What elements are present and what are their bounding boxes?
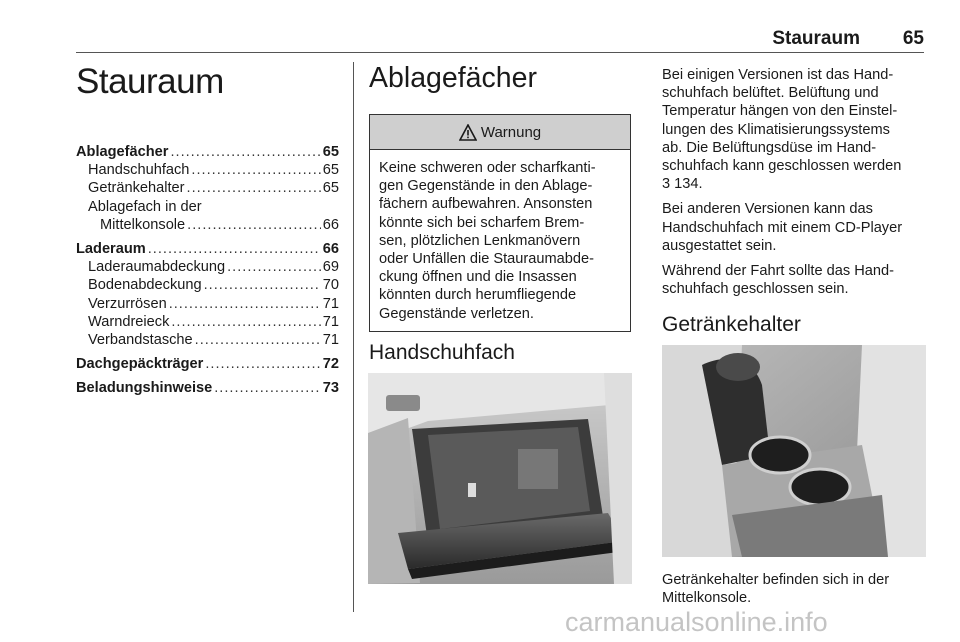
toc-leader-dots (205, 355, 320, 373)
body-text-line: schuhfach kann geschlossen werden (662, 158, 902, 175)
toc-entry[interactable] (76, 313, 339, 331)
toc-entry-page: 69 (322, 259, 339, 276)
toc-entry-page: 73 (322, 380, 339, 397)
toc-entry[interactable] (76, 295, 339, 313)
warning-text-line: könnte sich bei scharfem Brem- (379, 214, 585, 231)
warning-text-line: könnten durch herumfliegende (379, 287, 577, 304)
toc-entry-label: Verbandstasche (88, 332, 193, 349)
toc-entry-label: Mittelkonsole (100, 216, 186, 233)
toc-entry-label: Bodenabdeckung (88, 277, 202, 294)
toc-leader-dots (187, 179, 321, 197)
warning-text (379, 159, 623, 323)
glovebox-photo (368, 373, 632, 584)
toc-leader-dots (187, 216, 321, 234)
warning-triangle-icon (459, 124, 477, 141)
toc-entry-page: 65 (322, 144, 339, 160)
running-header-section: Stauraum (772, 28, 860, 49)
watermark: carmanualsonline.info (565, 607, 828, 637)
body-paragraph (662, 66, 928, 193)
column-divider (353, 62, 354, 612)
subsection-title-getraenkehalter: Getränkehalter (662, 313, 801, 336)
toc-entry-page: 71 (322, 313, 339, 330)
toc-entry[interactable] (76, 258, 339, 276)
toc-entry[interactable] (76, 276, 339, 294)
warning-text-line: gen Gegenstände in den Ablage- (379, 178, 593, 195)
body-text-line: Bei anderen Versionen kann das (662, 201, 873, 218)
toc-entry-label: Getränkehalter (88, 180, 185, 197)
toc-entry-label: Laderaum (76, 241, 146, 258)
warning-text-line: sen, plötzlichen Lenkmanövern (379, 232, 581, 249)
caption-line: Mittelkonsole. (662, 590, 752, 607)
page-number: 65 (902, 28, 924, 49)
chapter-title: Stauraum (76, 62, 224, 101)
body-paragraph (662, 200, 928, 255)
toc-entry-page: 71 (322, 295, 339, 312)
body-text-line: ausgestattet sein. (662, 237, 777, 254)
toc-leader-dots (204, 276, 321, 294)
body-text-line: ab. Die Belüftungsdüse im Hand- (662, 139, 877, 156)
warning-text-line: oder Unfällen die Stauraumabde- (379, 251, 594, 268)
toc-entry[interactable] (76, 331, 339, 349)
toc-entry[interactable] (76, 216, 339, 234)
warning-text-line: Gegenstände verletzen. (379, 305, 534, 322)
toc-leader-dots (171, 313, 320, 331)
toc-entry[interactable] (76, 179, 339, 197)
toc-entry-label: Beladungshinweise (76, 380, 213, 397)
toc-entry-page: 70 (322, 277, 339, 294)
body-text-line: Temperatur hängen von den Einstel- (662, 103, 898, 120)
body-text-line: schuhfach belüftet. Belüftung und (662, 85, 879, 102)
header-rule (76, 52, 924, 53)
section-title-ablagefaecher: Ablagefächer (369, 62, 537, 94)
toc-entry-label: Handschuhfach (88, 162, 190, 179)
toc-leader-dots (191, 161, 320, 179)
glovebox-body-text (662, 66, 928, 305)
toc-entry-page: 65 (322, 162, 339, 179)
toc-leader-dots (227, 258, 321, 276)
cupholder-caption (662, 571, 928, 607)
cupholder-photo (662, 345, 926, 557)
body-text-line: schuhfach geschlossen sein. (662, 281, 849, 298)
toc-leader-dots (170, 143, 320, 161)
toc-entry-label: Laderaumabdeckung (88, 259, 226, 276)
toc-entry-label: Warndreieck (88, 313, 170, 330)
toc-leader-dots (148, 240, 321, 258)
warning-text-line: fächern aufbewahren. Ansonsten (379, 196, 593, 213)
toc-entry[interactable] (76, 143, 339, 161)
body-text-line: Während der Fahrt sollte das Hand- (662, 263, 894, 280)
toc-leader-dots (169, 295, 321, 313)
toc-entry-label: Ablagefach in der (88, 198, 202, 215)
warning-header (370, 115, 630, 150)
warning-heading: Warnung (480, 123, 542, 141)
warning-text-line: ckung öffnen und die Insassen (379, 269, 577, 286)
toc-entry-page: 65 (322, 180, 339, 197)
body-text-line: lungen des Klimatisierungssystems (662, 121, 890, 138)
toc-entry[interactable] (76, 161, 339, 179)
body-text-line: 3 134. (662, 176, 703, 193)
toc-entry[interactable] (76, 379, 339, 397)
toc-entry-page: 66 (322, 216, 339, 233)
caption-line: Getränkehalter befinden sich in der (662, 572, 890, 588)
toc-entry[interactable] (76, 198, 339, 216)
subsection-title-handschuhfach: Handschuhfach (369, 341, 515, 364)
toc-entry-page: 72 (322, 356, 339, 373)
toc-entry-label: Verzurrösen (88, 295, 167, 312)
warning-text-line: Keine schweren oder scharfkanti- (379, 160, 596, 176)
table-of-contents (76, 143, 339, 398)
toc-leader-dots (195, 331, 321, 349)
toc-entry-page: 71 (322, 332, 339, 349)
warning-box (369, 114, 631, 332)
body-text-line: Handschuhfach mit einem CD-Player (662, 219, 903, 236)
body-paragraph (662, 262, 928, 298)
toc-entry-label: Ablagefächer (76, 144, 169, 160)
toc-leader-dots (214, 379, 321, 397)
body-text-line: Bei einigen Versionen ist das Hand- (662, 67, 894, 83)
toc-entry[interactable] (76, 240, 339, 258)
toc-entry[interactable] (76, 355, 339, 373)
toc-entry-page: 66 (322, 241, 339, 258)
toc-entry-label: Dachgepäckträger (76, 356, 204, 373)
